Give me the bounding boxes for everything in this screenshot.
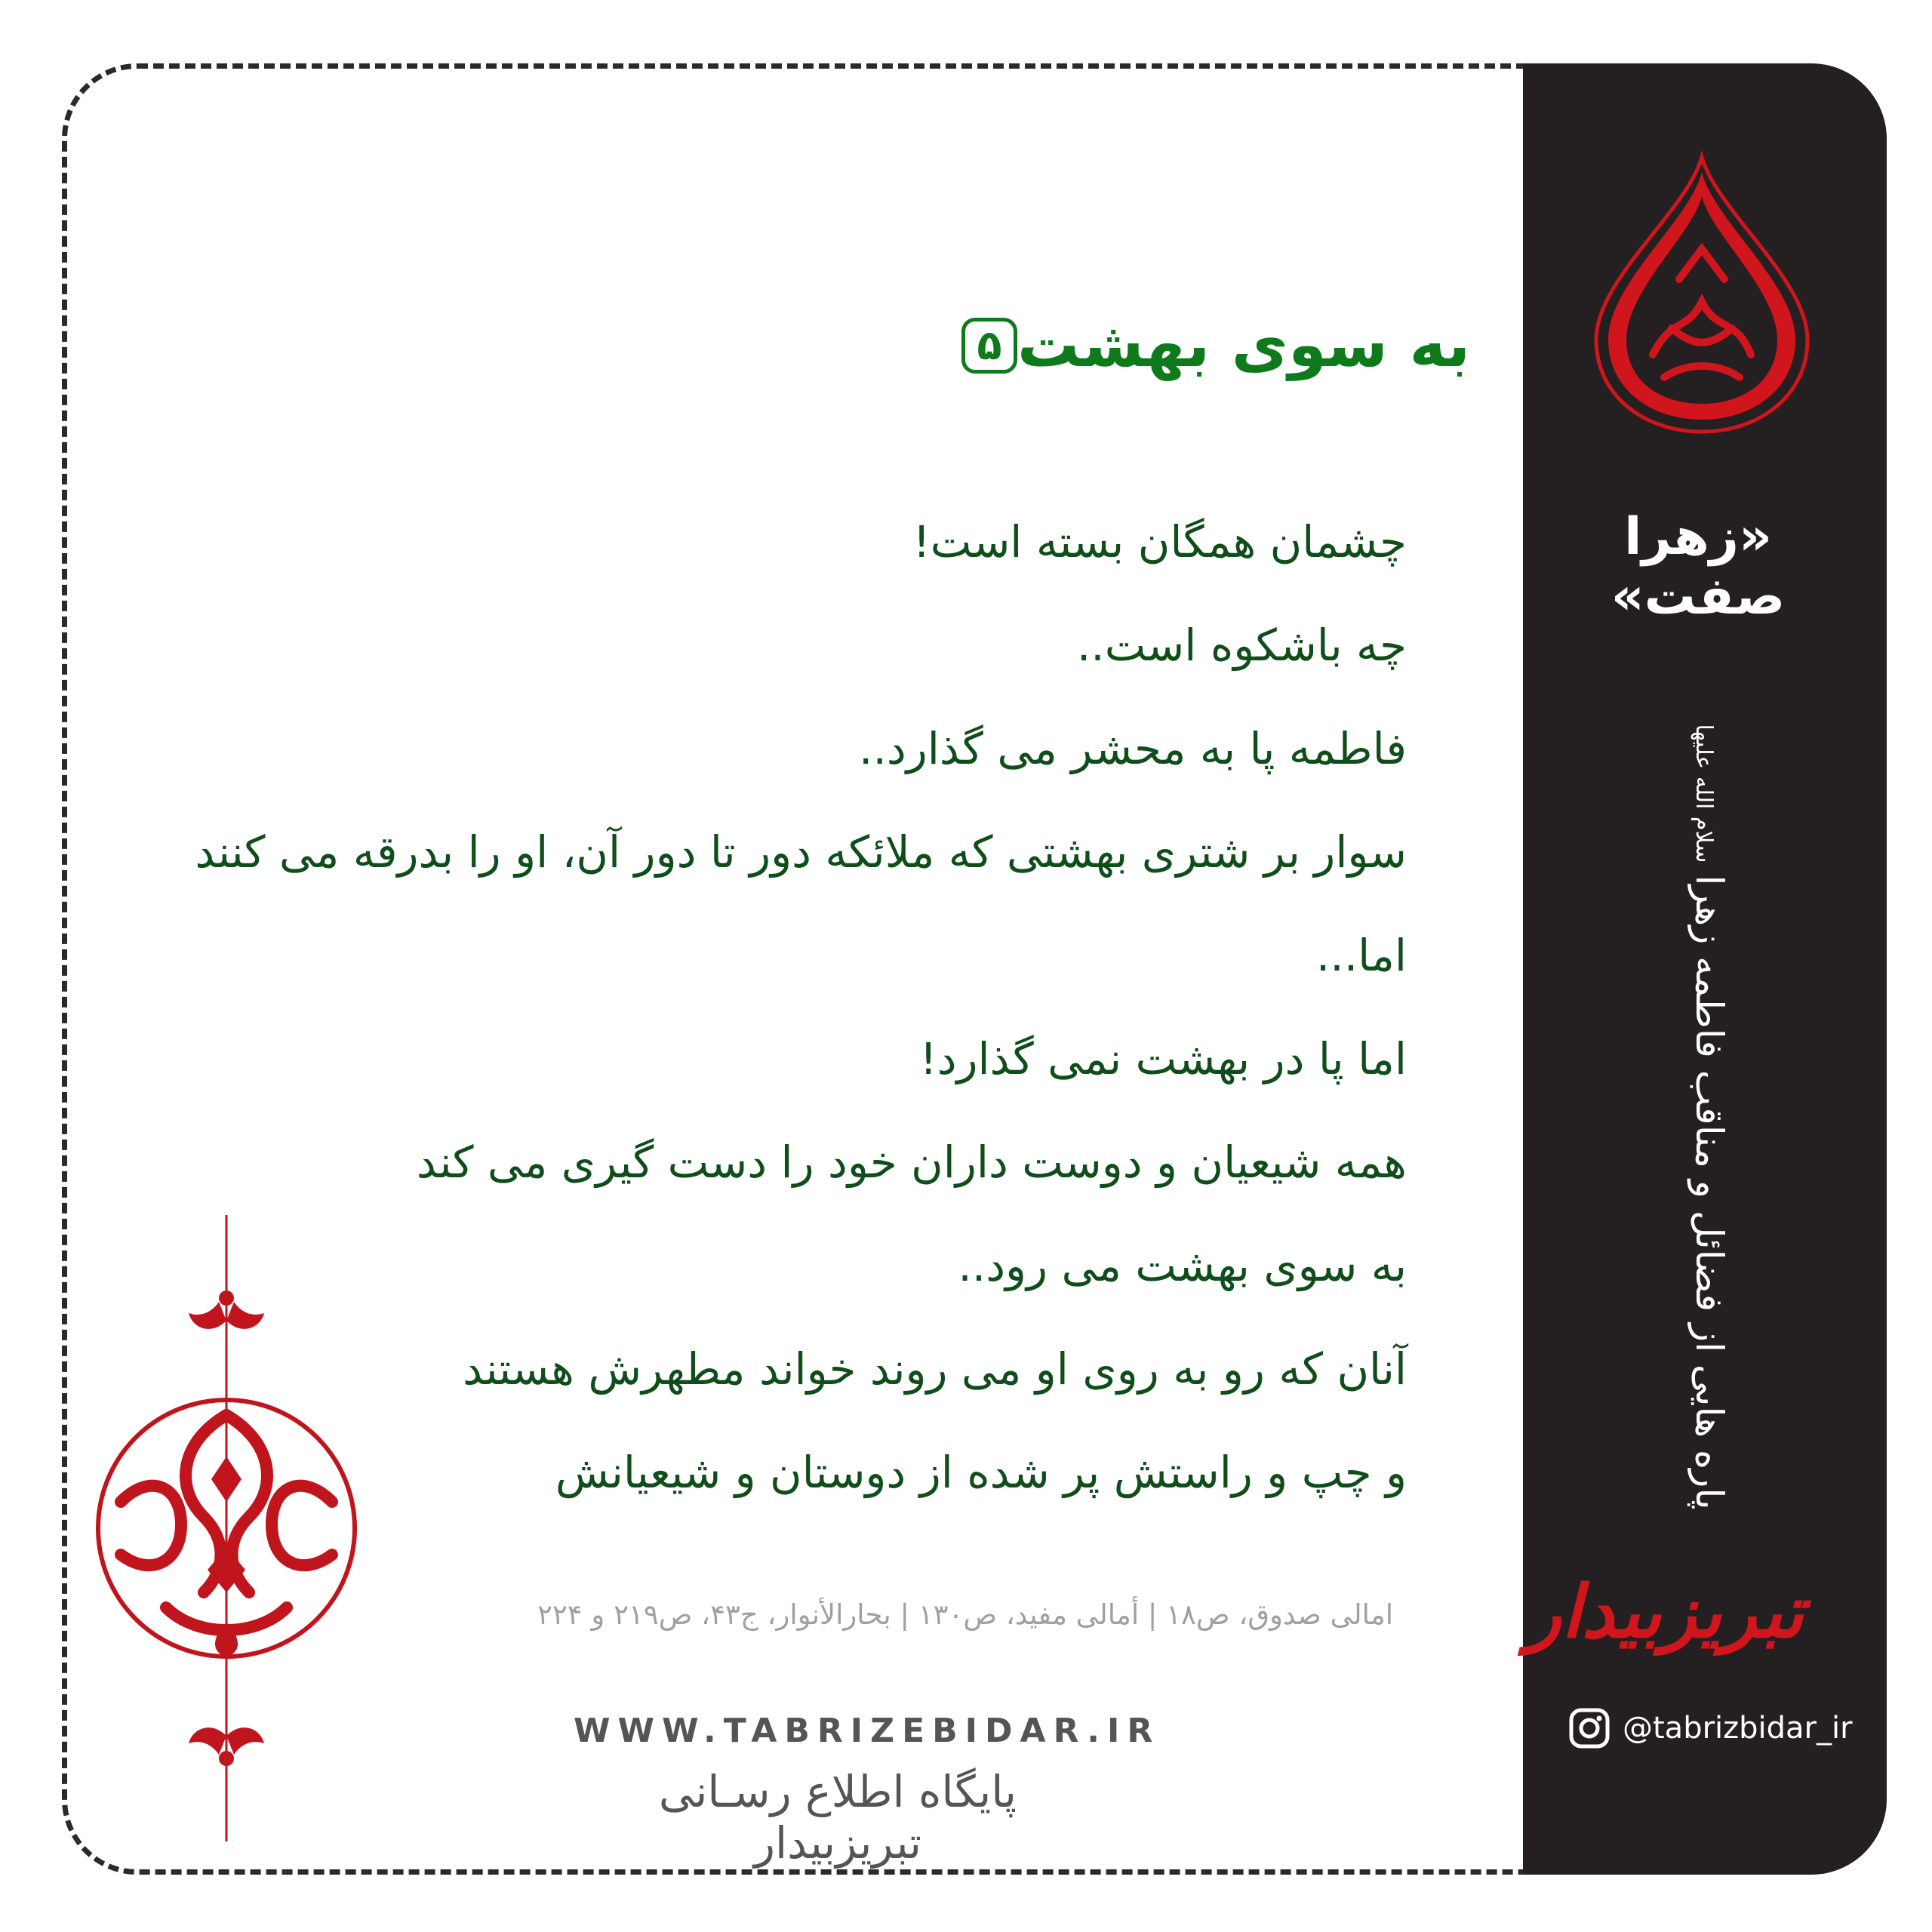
series-subtitle-honorific: سلام الله علیها [1690, 724, 1717, 863]
poem-line: اما پا در بهشت نمی گذارد! [919, 1033, 1407, 1084]
poem-text [195, 491, 1407, 1524]
poem-line: فاطمه پا به محشر می گذارد.. [859, 723, 1407, 774]
instagram-icon [1568, 1707, 1611, 1749]
poem-line: چشمان همگان بسته است! [912, 516, 1407, 568]
section-title: به سوی بهشت [1017, 309, 1470, 381]
site-name: پایگاه اطلاع رسـانی تبریزبیدار [658, 1766, 1017, 1869]
series-title: «زهرا صفت» [1611, 507, 1786, 626]
poem-line: به سوی بهشت می رود.. [958, 1240, 1407, 1291]
website-url[interactable]: WWW.TABRIZEBIDAR.IR [574, 1712, 1161, 1750]
calligraphy-emblem-icon [1589, 151, 1815, 438]
poem-line: چه باشکوه است.. [1076, 620, 1407, 671]
poem-line: اما... [1315, 930, 1407, 981]
poem-line: همه شیعیان و دوست داران خود را دست گیری می کند [416, 1137, 1407, 1188]
poem-line: آنان که رو به روی او می روند خواند مطهرش هستند [463, 1343, 1407, 1395]
section-heading [948, 309, 1470, 381]
instagram-handle: @tabrizbidar_ir [1623, 1711, 1853, 1746]
brand-logo: تبریزبیدار [1526, 1570, 1804, 1654]
series-subtitle [1687, 694, 1731, 1540]
arabesque-ornament-icon [91, 1215, 362, 1841]
poem-line: و چپ و راستش پر شده از دوستان و شیعیانش [555, 1447, 1407, 1498]
poem-line: سوار بر شتری بهشتی که ملائکه دور تا دور آن، او را بدرقه می کنند [195, 826, 1407, 878]
series-subtitle-main: پاره هایی از فضائل و مناقب فاطمه زهرا [1687, 875, 1731, 1510]
section-number-badge: ۵ [961, 318, 1017, 374]
references: امالی صدوق، ص۱۸ | أمالی مفید، ص۱۳۰ | بحارالأنوار، ج۴۳، ص۲۱۹ و ۲۲۴ [537, 1598, 1393, 1631]
instagram-handle-link[interactable] [1568, 1707, 1853, 1749]
